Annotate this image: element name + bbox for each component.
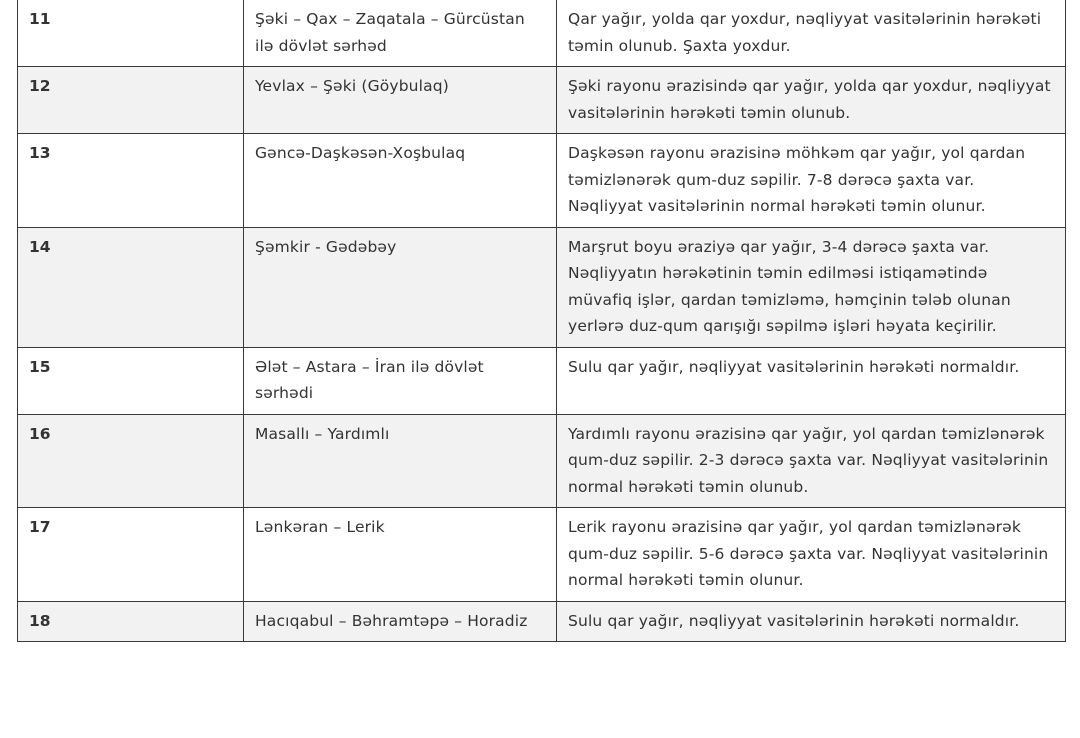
road-condition: Yardımlı rayonu ərazisinə qar yağır, yol qardan təmizlənərək qum-duz səpilir. 2-3 dərəcə şaxta var. Nəqliyyat vasitələrinin normal hərəkəti təmin olunub. bbox=[557, 414, 1066, 508]
row-number: 14 bbox=[18, 227, 244, 347]
table-row bbox=[18, 134, 1066, 228]
road-condition: Şəki rayonu ərazisində qar yağır, yolda qar yoxdur, nəqliyyat vasitələrinin hərəkəti təmin olunub. bbox=[557, 67, 1066, 134]
road-condition: Qar yağır, yolda qar yoxdur, nəqliyyat vasitələrinin hərəkəti təmin olunub. Şaxta yoxdur. bbox=[557, 0, 1066, 67]
road-condition: Marşrut boyu əraziyə qar yağır, 3-4 dərəcə şaxta var. Nəqliyyatın hərəkətinin təmin edilməsi istiqamətində müvafiq işlər, qardan təmizləmə, həmçinin tələb olunan yerlərə duz-qum qarışığı səpilmə işləri həyata keçirilir. bbox=[557, 227, 1066, 347]
row-number: 11 bbox=[18, 0, 244, 67]
table-row bbox=[18, 227, 1066, 347]
route-name: Şəki – Qax – Zaqatala – Gürcüstan ilə dövlət sərhəd bbox=[244, 0, 557, 67]
road-condition: Daşkəsən rayonu ərazisinə möhkəm qar yağır, yol qardan təmizlənərək qum-duz səpilir. 7-8 dərəcə şaxta var. Nəqliyyat vasitələrinin normal hərəkəti təmin olunur. bbox=[557, 134, 1066, 228]
route-name: Masallı – Yardımlı bbox=[244, 414, 557, 508]
table-row bbox=[18, 67, 1066, 134]
table-row bbox=[18, 414, 1066, 508]
road-condition: Sulu qar yağır, nəqliyyat vasitələrinin hərəkəti normaldır. bbox=[557, 347, 1066, 414]
road-condition: Lerik rayonu ərazisinə qar yağır, yol qardan təmizlənərək qum-duz səpilir. 5-6 dərəcə şaxta var. Nəqliyyat vasitələrinin normal hərəkəti təmin olunur. bbox=[557, 508, 1066, 602]
row-number: 13 bbox=[18, 134, 244, 228]
row-number: 12 bbox=[18, 67, 244, 134]
road-status-table-container bbox=[17, 0, 1065, 642]
row-number: 15 bbox=[18, 347, 244, 414]
road-status-table bbox=[17, 0, 1066, 642]
table-row bbox=[18, 508, 1066, 602]
road-condition: Sulu qar yağır, nəqliyyat vasitələrinin hərəkəti normaldır. bbox=[557, 601, 1066, 642]
route-name: Şəmkir - Gədəbəy bbox=[244, 227, 557, 347]
route-name: Yevlax – Şəki (Göybulaq) bbox=[244, 67, 557, 134]
table-row bbox=[18, 347, 1066, 414]
route-name: Hacıqabul – Bəhramtəpə – Horadiz bbox=[244, 601, 557, 642]
row-number: 16 bbox=[18, 414, 244, 508]
route-name: Ələt – Astara – İran ilə dövlət sərhədi bbox=[244, 347, 557, 414]
route-name: Lənkəran – Lerik bbox=[244, 508, 557, 602]
row-number: 17 bbox=[18, 508, 244, 602]
row-number: 18 bbox=[18, 601, 244, 642]
table-row bbox=[18, 0, 1066, 67]
route-name: Gəncə-Daşkəsən-Xoşbulaq bbox=[244, 134, 557, 228]
table-row bbox=[18, 601, 1066, 642]
